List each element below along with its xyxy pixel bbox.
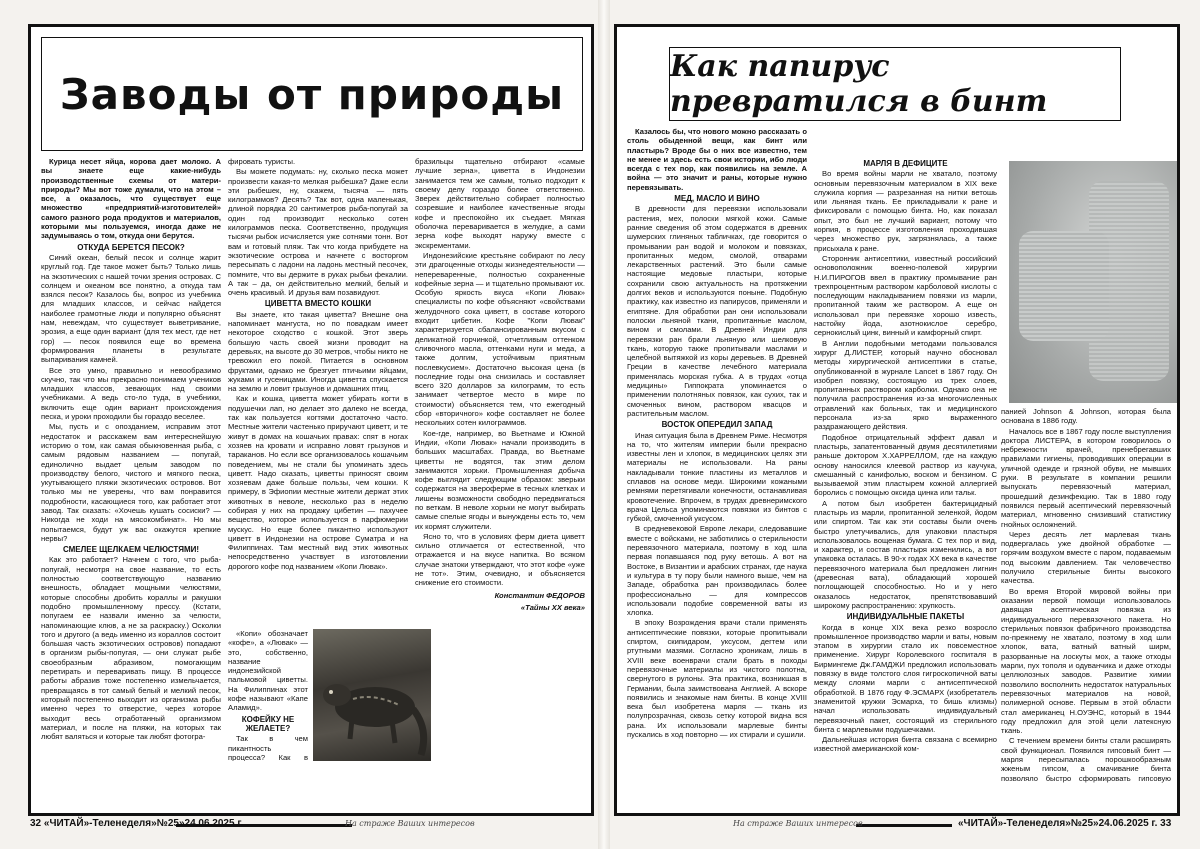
right-paragraph: В средневековой Европе лекари, следовавшие вместе с войсками, не заботились о стерильности перевязочного материала, поэтому в ход шла первая попавшаяся под руку ветошь. А вот на Востоке, в Византии и арабских странах, где наука и культура в ту пору были намного выше, чем на Западе, обработка ран производилась более профессионально — для компрессов использовали подобие современной ваты из хлопка. xyxy=(627,524,807,618)
left-footer-brand: «ЧИТАЙ»-Теленеделя»№25»24.06.2025 г. xyxy=(43,818,244,829)
left-author: Константин ФЕДОРОВ xyxy=(494,590,585,600)
bandage-photo xyxy=(1009,161,1180,403)
left-title-box xyxy=(41,37,583,151)
left-column-2-tail xyxy=(228,629,308,761)
left-paragraph: «Копи» обозначает «кофе», а «Лювак» — это, собственно, название индонезийской пальмовой циветты. На Филиппинах этот кофе называют «Капе Аламид». xyxy=(228,629,308,713)
right-paragraph: панией Johnson & Johnson, которая была основана в 1886 году. xyxy=(1001,407,1171,426)
left-column-1 xyxy=(41,157,221,749)
left-footer xyxy=(30,818,243,829)
left-heading-civet: ЦИВЕТТА ВМЕСТО КОШКИ xyxy=(264,299,372,309)
left-paragraph: Синий океан, белый песок и солнце жарит круглый год. Где такое может быть? Только лишь на экзотических с нашей точки зрения островах. С солнцем и океаном все понятно, а откуда там взялся песок? Казалось бы, вопрос из учебника для младших классов, и сейчас найдется наиболее грамотные люди и популярно объяснят нам, невеждам, что существует выветривание, эрозия, а еще один вариант (для тех мест, где нет гор) — песок появился еще во времена формирования планеты в результате выпаривания камней. xyxy=(41,252,221,365)
page-gutter xyxy=(598,0,610,849)
left-paragraph: Все это умно, правильно и невообразимо скучно, так что мы прекрасно понимаем учеников младших классов, зевающих над своими учебниками. А ведь сто-ло туда, в учебники, включить еще один вариант происхождения песка, и уроки проходили бы гораздо веселее. xyxy=(41,365,221,422)
right-paragraph: С течением времени бинты стали расширять свой функционал. Появился гипсовый бинт — марля пересыпалась порошкообразным жженым гипсом, а смачивание бинта позволяло быстро сформировать гипсовую xyxy=(1001,736,1171,783)
left-paragraph: Вы знаете, кто такая циветта? Внешне она напоминает мангуста, но по повадкам имеет некоторое сходство с кошкой. Этот зверь большую часть своей жизни проводит на деревьях, на высоте до 30 метров, чтобы никто не тревожил его покой. Питается в основном фруктами, однако не брезгует птичьими яйцами, жуками и гусеницами. Иногда циветта спускается на землю и ловит грызунов и домашних птиц. xyxy=(228,309,408,394)
left-heading-coffee: КОФЕЙКУ НЕ ЖЕЛАЕТЕ? xyxy=(241,714,295,733)
right-column-3 xyxy=(1001,407,1171,783)
left-column-2 xyxy=(228,157,408,627)
right-paragraph: Подобное отрицательный эффект давал и пластырь, запатентованный двумя десятилетиями раньше доктором Х.ХАРРЕЛЛОМ, где на каждую основу наносился клеевой раствор из каучука, смешанный с канифолью, воском и бензином. С вызываемой этим пластырем кожной аллергией боролись с помощью оксида цинка или тальк. xyxy=(814,432,997,498)
right-heading-gauze: МАРЛЯ В ДЕФИЦИТЕ xyxy=(863,159,948,168)
right-page-number: 33 xyxy=(1160,818,1172,829)
right-heading-honey: МЕД, МАСЛО И ВИНО xyxy=(674,194,760,204)
right-heading-east: ВОСТОК ОПЕРЕДИЛ ЗАПАД xyxy=(661,420,773,430)
right-article-title: Как папирус превратился в бинт xyxy=(670,49,1048,119)
civet-illustration xyxy=(313,629,431,761)
left-heading-parrot: СМЕЛЕЕ ЩЕЛКАЕМ ЧЕЛЮСТЯМИ! xyxy=(62,545,200,555)
right-title-box xyxy=(669,47,1121,121)
left-paragraph: Кое-где, например, во Вьетнаме и Южной Индии, «Копи Лювак» начали производить в больших масштабах. Правда, во Вьетнаме циветты не водятся, так этим делом занимаются хорьки. Промышленная добыча кофе выглядит следующим образом: зверьки содержатся на звероферме в тесных клетках и лишены возможности свободно передвигаться по веткам. В неволе хорьки не могут выбирать самые спелые ягоды и вынуждены есть то, чем их кормят служители. xyxy=(415,428,585,531)
left-paragraph: Так в чем пикантность процесса? Как в xyxy=(228,734,308,761)
left-paragraph: Индонезийские крестьяне собирают по лесу эти драгоценные отходы жизнедеятельности — непереваренные, полностью сохраненные кофейные зерна — и тщательно промывают их. Особую яркость вкуса «Копи Лювак» специалисты по кофе объясняют «свойствами желудочного сока циветт, в составе которого входит цибетин. Кофе "Копи Лювак" характеризуется сбалансированным вкусом с деликатной горчинкой, отчетливым оттенком сливочного масла, оттенками нуги и меда, а также долгим, устойчивым приятным послевкусием». Достаточно высокая цена (в последние годы она снизилась и составляет всего 320 долларов за килограмм, то есть занимает четвертое место в мире по стоимости) объясняется тем, что ежегодный сбор «вторичного» кофе составляет не более нескольких сотен килограммов. xyxy=(415,250,585,428)
right-paragraph: В Англии подобными методами пользовался хирург Д.ЛИСТЕР, который научно обосновал методы хирургической антисептики в статье, опубликованной в журнале Lancet в 1867 году. Он изобрел повязку, состоящую из трех слоев, пропитанных раствором карболки. Однако она не получила распространения из-за многочисленных отравлений как больных, так и медицинского персонала из-за ярко выраженного раздражающего действия. xyxy=(814,338,997,432)
left-page-number: 32 xyxy=(30,818,42,829)
right-footer-rule xyxy=(856,824,952,827)
left-article-title: Заводы от природы xyxy=(59,69,565,119)
left-paragraph: Как и кошка, циветта может убирать когти в подушечки лап, но делает это далеко не всегда, так как пользуется когтями достаточно часто. Местные жители частенько приручают циветт, и те живут в домах на кошачьих правах: спят в ногах хозяев на кровати и исправно ловят грызунов и тараканов. Но если все организовалось кошачьим поведением, мы не стали бы упоминать здесь циветт. Надо сказать, циветты приносят своим хозяевам даже больше пользы, чем кошки. К примеру, в Эфиопии местные жители держат этих животных в неволе, несколько раз в неделю собирая у них на продажу цибетин — пахучее вещество, которое используется в парфюмерии мускус. Но еще более пикантно используют циветт в Индонезии на острове Суматра и на Филиппинах. Там местный вид этих животных непосредственно участвует в изготовлении дорогого кофе под названием «Копи Лювак». xyxy=(228,394,408,571)
left-paragraph: Мы, пусть и с опозданием, исправим этот недостаток и расскажем вам интереснейшую историю о том, как самая обыкновенная рыба, с самым рядовым названием — попугай, единолично выдает целым заводом по производству белого, чистого и мягкого песка, укутывающего пляжи экзотических островов. Вот только мы не уверены, что вам понравится подробности, касающиеся того, как работает этот завод. Так сказать: «Хочешь кушать сосиски? — Никогда не ходи на мясокомбинат». Но мы попытаемся, будут уж вас окажутся крепкие нервы? xyxy=(41,422,221,543)
left-paragraph: бразильцы тщательно отбирают «самые лучшие зерна», циветта в Индонезии занимается тем же самым, только подходит к своему делу гораздо более ответственно. Зверек действительно собирает полностью созревшие и наиболее качественные ягоды кофе и преспокойно их съедает. Мягкая оболочка переваривается в желудке, а сами зерна кофе выходят наружу вместе с экскрементами. xyxy=(415,157,585,250)
right-paragraph: Во время войны марли не хватало, поэтому основным перевязочным материалом в XIX веке служила корпия — разрезанная на нитки ветошь или льняная ткань. Ее прикладывали к ране и фиксировали с помощью бинта. Но, как показал опыт, это был не лучший вариант, потому что корпия, в процессе изготовления проходившая через множество рук, загрязнялась, а также присыхала к ране. xyxy=(814,169,997,253)
right-paragraph: Когда в конце XIX века резко возросло промышленное производство марли и ваты, новым этапом в хирургии стало их повсеместное применение. Хирург Королевского госпиталя в Бирмингеме Дж.ГАМДЖИ предложил использовать повязку в виде толстого слоя гигроскопичной ваты между слоями марли с антисептической обработкой. В 1876 году Ф.ЭСМАРХ (изобретатель знаменитой кружки Эсмарха, то бишь клизмы) начал использовать индивидуальный перевязочный пакет, состоящий из стерильного бинта с марлевыми подушечками. xyxy=(814,622,997,734)
left-source: «Тайны ХХ века» xyxy=(520,602,585,612)
right-footer xyxy=(958,818,1171,829)
right-lead: Казалось бы, что нового можно рассказать о столь обыденной вещи, как бинт или пластырь? Вроде бы о них все известно, тем не менее и здесь есть свои истории, ибо люди всегда с тех пор, как появились на земле. А война — это значит и раны, которые нужно перевязывать. xyxy=(627,127,807,192)
left-column-3 xyxy=(415,157,585,622)
right-paragraph: Началось все в 1867 году после выступления доктора ЛИСТЕРА, в котором говорилось о небрежности врачей, пренебрегавших правилами гигиены, проводивших операции в уличной одежде и грязной обуви, не мывших руки. В результате в компании решили выпускать перевязочный материал, прошедший дезинфекцию. Так в 1880 году появился первый асептический перевязочный материал, мгновенно снизивший статистику гнойных осложнений. xyxy=(1001,426,1171,529)
right-column-1 xyxy=(627,127,807,783)
left-paragraph: Ясно то, что в условиях ферм диета циветт сильно отличается от естественной, что отражается и на вкусе напитка. Во всяком случае знатоки утверждают, что этот кофе «уже не тот». Этим, очевидно, и объясняется снижение его стоимости. xyxy=(415,531,585,588)
left-footer-script: На страже Ваших интересов xyxy=(345,819,475,828)
right-paragraph: В древности для перевязки использовали растения, мех, полоски мягкой кожи. Самые ранние сведения об этом содержатся в древних шумерских глиняных табличках, где говорится о промывании ран водой и молоком и повязках, пропитанных медом, смолой, отварами лекарственных растений. Это были самые настоящие медовые пластыри, которые сохранили свою актуальность на протяжении долгих веков и используются поныне. Подобную практику, как известно из папирусов, применяли и египтяне. Для обработки ран они использовали полоски льняной ткани, пропитанные маслом, вином и смолами. В Древней Индии для перевязки ран брали льняную или шелковую ткань, которую также пропитывали маслами и целебной вытяжкой из коры деревьев. В Древней Греции в качестве лечебного материала применялась морская губка. А в трудах «отца медицины» Гиппократа упоминается о применении полотняных повязок, как сухих, так и смоченных вином, раствором квасцов и растительным маслом. xyxy=(627,204,807,418)
right-footer-script: На страже Ваших интересов xyxy=(733,819,863,828)
left-paragraph: фировать туристы. xyxy=(228,157,296,166)
right-paragraph: А потом был изобретен бактерицидный пластырь из марли, пропитанной зеленкой, йодом или спиртом. Так как эти составы были очень быстро улетучивались, для упаковки пластыря использовалось вощеная бумага. С тех пор и вид, и характер, и состав пластыря изменились, а вот упаковка осталась. В 90-х годах XX века в качестве перевязочного материала был предложен лигнин (древесная вата), обладающий хорошей поглощающей способностью. Но и у него оказалось недостаток, препятствовавший широкому распространению: хрупкость. xyxy=(814,498,997,610)
right-heading-packs: ИНДИВИДУАЛЬНЫЕ ПАКЕТЫ xyxy=(846,612,965,622)
left-heading-sand: ОТКУДА БЕРЕТСЯ ПЕСОК? xyxy=(77,242,185,252)
left-page xyxy=(28,24,594,816)
right-paragraph: Через десять лет марлевая ткань подвергалась уже двойной обработке — горячим воздухом вместе с паром, подаваемым под высоким давлением. Так человечество получило стерильные бинты высокого качества. xyxy=(1001,529,1171,586)
right-footer-motto xyxy=(733,818,863,829)
civet-photo xyxy=(313,629,431,761)
right-paragraph: Сторонник антисептики, известный российский основоположник военно-полевой хирургии Н.И.ПИРОГОВ ввел в практику промывание ран трехпроцентным раствором карболовой кислоты с последующим накладыванием повязки из марли, пропитанной таким же раствором. А еще он использовал при перевязке хорошо известь, настойку йода, азотнокислое серебро, сернокислый цинк, винный и камфорный спирт. xyxy=(814,253,997,338)
right-footer-brand: «ЧИТАЙ»-Теленеделя»№25»24.06.2025 г. xyxy=(958,818,1158,829)
bandage-roll xyxy=(1089,181,1169,381)
right-paragraph: Во время Второй мировой войны при оказании первой помощи использовалось давящая асептическая повязка из индивидуального перевязочного пакета. Но стерильных повязок фабричного производства по-прежнему не хватало, поэтому в ход шли хлопок, вата, ватный ватный ширм, разорванные на лоскуты мох, а также отходы марли, пух тополя и одуванчика и даже отходы целлюлозных заводов. Развитие химии позволило восполнить недостаток натуральных перевязочных материалов на новой, полимерной основе. Первым в этой области стал американец Н.ОУЭНС, который в 1944 году предложил для этой цели латексную ткань. xyxy=(1001,586,1171,736)
left-lead: Курица несет яйца, корова дает молоко. А вы знаете еще какие-нибудь производственные схемы от матери-природы? Мы вот тоже думали, что на этом – все, а оказалось, что существует еще множество «предприятий-изготовителей» самого разного рода продуктов и материалов, которыми мы пользуемся, иногда даже не задумываясь о том, откуда они берутся. xyxy=(41,157,221,241)
right-paragraph: Дальнейшая история бинта связана с всемирно известной американской ком- xyxy=(814,735,997,754)
left-footer-motto xyxy=(345,818,475,829)
right-paragraph: Иная ситуация была в Древнем Риме. Несмотря на то, что жителям империи были прекрасно известны лен и хлопок, в медицинских целях эти материалы не использовали. На раны накладывали тонкие пластины из металлов и сплавов на основе меди. Широкими кожаными ремнями перетягивали конечности, останавливая кровотечение. Впрочем, в трудах древнеримского врача Цельса упоминаются повязки из бинтов с губкой, смоченной уксусом. xyxy=(627,430,807,524)
left-paragraph: Вы можете подумать: ну, сколько песка может произвести какая-то мелкая рыбешка? Даже если эти рыбешек, ну, скажем, тысяча — пять килограммов? Десять? Так вот, одна маленькая, длиной порядка 20 сантиметров рыба-попугай за один год производит несколько сотен килограммов песка. Соответственно, продукция тысячи рыбок исчисляется уже сотнями тонн. Вот вам и готовый пляж. Так что когда прибудете на экзотические острова и начнете с восторгом пересыпать с ладони на ладонь местный песочек, помните, что вы держите в руках рыбьи фекалии. А так – да, он действительно мелкий, белый и очень красивый. И друзья вам позавидуют. xyxy=(228,167,408,298)
left-paragraph: Как это работает? Начнем с того, что рыба-попугай, несмотря на свое название, то есть полностью соответствующую названию внешность, обладает мощными челюстями, которые способны дробить кораллы и ракушки подобно промышленному прессу. (Кстати, попугаем ее назвали именно за челюсти, напоминающие клюв, а не за раскраску.) Осколки того и другого (а ведь именно из кораллов состоит большая часть экзотических островов) попадают в организм рыбы-попугая, — они служат рыбе своеобразным абразивом, помогающим перетирать и переваривать пищу. В процессе работы абразив тоже постепенно измельчается, превращаясь в тот самый белый и мелкий песок, который постепенно выходит из организма рыбы именно через то отверстие, через которое выходит весь отработанный организмом материал, и после на пляжи, на которых так любят валяться и которые так любят фотогра- xyxy=(41,555,221,742)
right-paragraph: В эпоху Возрождения врачи стали применять антисептические повязки, которые пропитывали спиртом, скипидаром, уксусом, дегтем или ртутными мазями. Согласно хроникам, лишь в XVIII веке военврачи стали брать в походы перевязочные материалы из чистого полотна, свернутого в рулоны. Эта практика, возникшая в Германии, была заимствована Англией. А вскоре появились и знакомые нам бинты. В конце XVIII века был изобретена марля — ткань из полупрозрачная, сквозь сетку которой видна вся рана. Их использовали марлевые бинты пускались в ход повторно — их стирали и сушили. xyxy=(627,618,807,739)
right-column-2 xyxy=(814,157,997,783)
right-page xyxy=(614,24,1180,816)
